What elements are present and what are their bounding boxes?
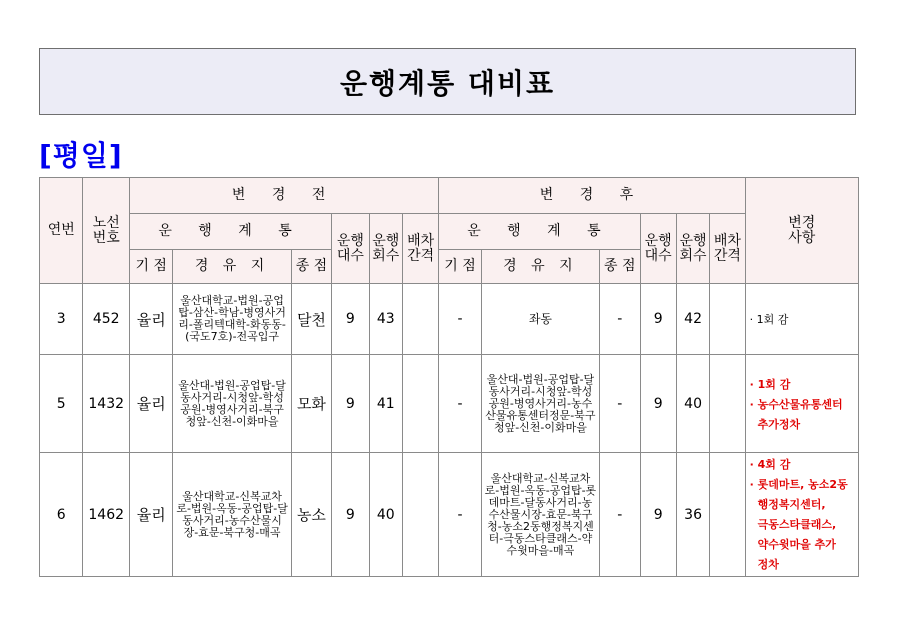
cell-before-start: 율리	[129, 355, 172, 453]
title-box	[39, 48, 856, 115]
cell-after-interval	[710, 284, 745, 355]
comparison-table	[39, 177, 859, 577]
cell-before-buses: 9	[332, 355, 369, 453]
header-after-start: 기 점	[439, 250, 481, 284]
cell-after-end: -	[600, 355, 640, 453]
header-after-runs: 운행 회수	[676, 214, 709, 284]
header-route-no: 노선 번호	[83, 178, 130, 284]
cell-after-buses: 9	[640, 355, 676, 453]
cell-before-runs: 43	[369, 284, 402, 355]
cell-before-start: 율리	[129, 453, 172, 577]
cell-before-end: 농소	[291, 453, 331, 577]
cell-after-buses: 9	[640, 453, 676, 577]
cell-after-interval	[710, 355, 745, 453]
cell-after-end: -	[600, 284, 640, 355]
cell-before-runs: 41	[369, 355, 402, 453]
header-after-buses: 운행 대수	[640, 214, 676, 284]
cell-change	[745, 284, 858, 355]
cell-after-via: 울산대학교-신복교차로-법원-옥동-공업탑-롯데마트-달동사거리-농수산물시장-효문-북구청-농소2동행정복지센터-극동스타클래스-약수윗마을-매곡	[481, 453, 599, 577]
header-after: 변 경 후	[439, 178, 745, 214]
cell-change	[745, 453, 858, 577]
cell-after-runs: 42	[676, 284, 709, 355]
change-line: · 1회 감	[749, 313, 789, 326]
header-before-start: 기 점	[129, 250, 172, 284]
cell-after-start: -	[439, 355, 481, 453]
cell-before-buses: 9	[332, 453, 369, 577]
change-line: 추가정차	[757, 417, 801, 431]
change-line: 행정복지센터,	[757, 498, 826, 511]
header-before-buses: 운행 대수	[332, 214, 369, 284]
header-before-end: 종 점	[291, 250, 331, 284]
table-row	[40, 355, 859, 453]
change-line: 약수윗마을 추가	[757, 538, 836, 551]
cell-after-runs: 40	[676, 355, 709, 453]
header-before-system: 운 행 계 통	[129, 214, 331, 250]
cell-after-runs: 36	[676, 453, 709, 577]
cell-before-via: 울산대학교-신복교차로-법원-옥동-공업탑-달동사거리-농수산물시장-효문-북구청-매곡	[173, 453, 291, 577]
table-row	[40, 284, 859, 355]
cell-change	[745, 355, 858, 453]
header-before: 변 경 전	[129, 178, 438, 214]
cell-before-via: 울산대학교-법원-공업탑-삼산-학남-병영사거리-폴리텍대학-화동동-(국도7호)-전곡입구	[173, 284, 291, 355]
cell-before-interval	[402, 453, 438, 577]
change-line: · 4회 감	[749, 458, 791, 471]
cell-after-interval	[710, 453, 745, 577]
change-line: · 1회 감	[749, 377, 791, 391]
cell-before-end: 달천	[291, 284, 331, 355]
cell-after-start: -	[439, 284, 481, 355]
cell-seq: 3	[40, 284, 83, 355]
cell-after-via: 울산대-법원-공업탑-달동사거리-시청앞-학성공원-병영사거리-농수산물유통센터정문-북구청앞-신천-이화마을	[481, 355, 599, 453]
cell-after-via: 좌동	[481, 284, 599, 355]
header-after-system: 운 행 계 통	[439, 214, 640, 250]
cell-seq: 6	[40, 453, 83, 577]
section-label: [평일]	[39, 139, 123, 172]
page-title: 운행계통 대비표	[339, 66, 556, 100]
cell-after-end: -	[600, 453, 640, 577]
cell-before-buses: 9	[332, 284, 369, 355]
cell-after-start: -	[439, 453, 481, 577]
header-after-via: 경 유 지	[481, 250, 599, 284]
cell-seq: 5	[40, 355, 83, 453]
cell-route: 1432	[83, 355, 130, 453]
header-after-interval: 배차 간격	[710, 214, 745, 284]
header-change: 변경 사항	[745, 178, 858, 284]
cell-before-start: 율리	[129, 284, 172, 355]
header-before-interval: 배차 간격	[402, 214, 438, 284]
cell-before-runs: 40	[369, 453, 402, 577]
cell-after-buses: 9	[640, 284, 676, 355]
header-before-via: 경 유 지	[173, 250, 291, 284]
cell-before-via: 울산대-법원-공업탑-달동사거리-시청앞-학성공원-병영사거리-북구청앞-신천-이화마을	[173, 355, 291, 453]
header-before-runs: 운행 회수	[369, 214, 402, 284]
change-line: · 농수산물유통센터	[749, 397, 843, 411]
change-line: · 롯데마트, 농소2동	[749, 478, 848, 491]
cell-before-interval	[402, 284, 438, 355]
change-line: 정차	[757, 558, 779, 571]
cell-before-interval	[402, 355, 438, 453]
cell-before-end: 모화	[291, 355, 331, 453]
change-line: 극동스타클래스,	[757, 518, 837, 531]
cell-route: 1462	[83, 453, 130, 577]
table-row	[40, 453, 859, 577]
header-seq: 연번	[40, 178, 83, 284]
cell-route: 452	[83, 284, 130, 355]
header-after-end: 종 점	[600, 250, 640, 284]
